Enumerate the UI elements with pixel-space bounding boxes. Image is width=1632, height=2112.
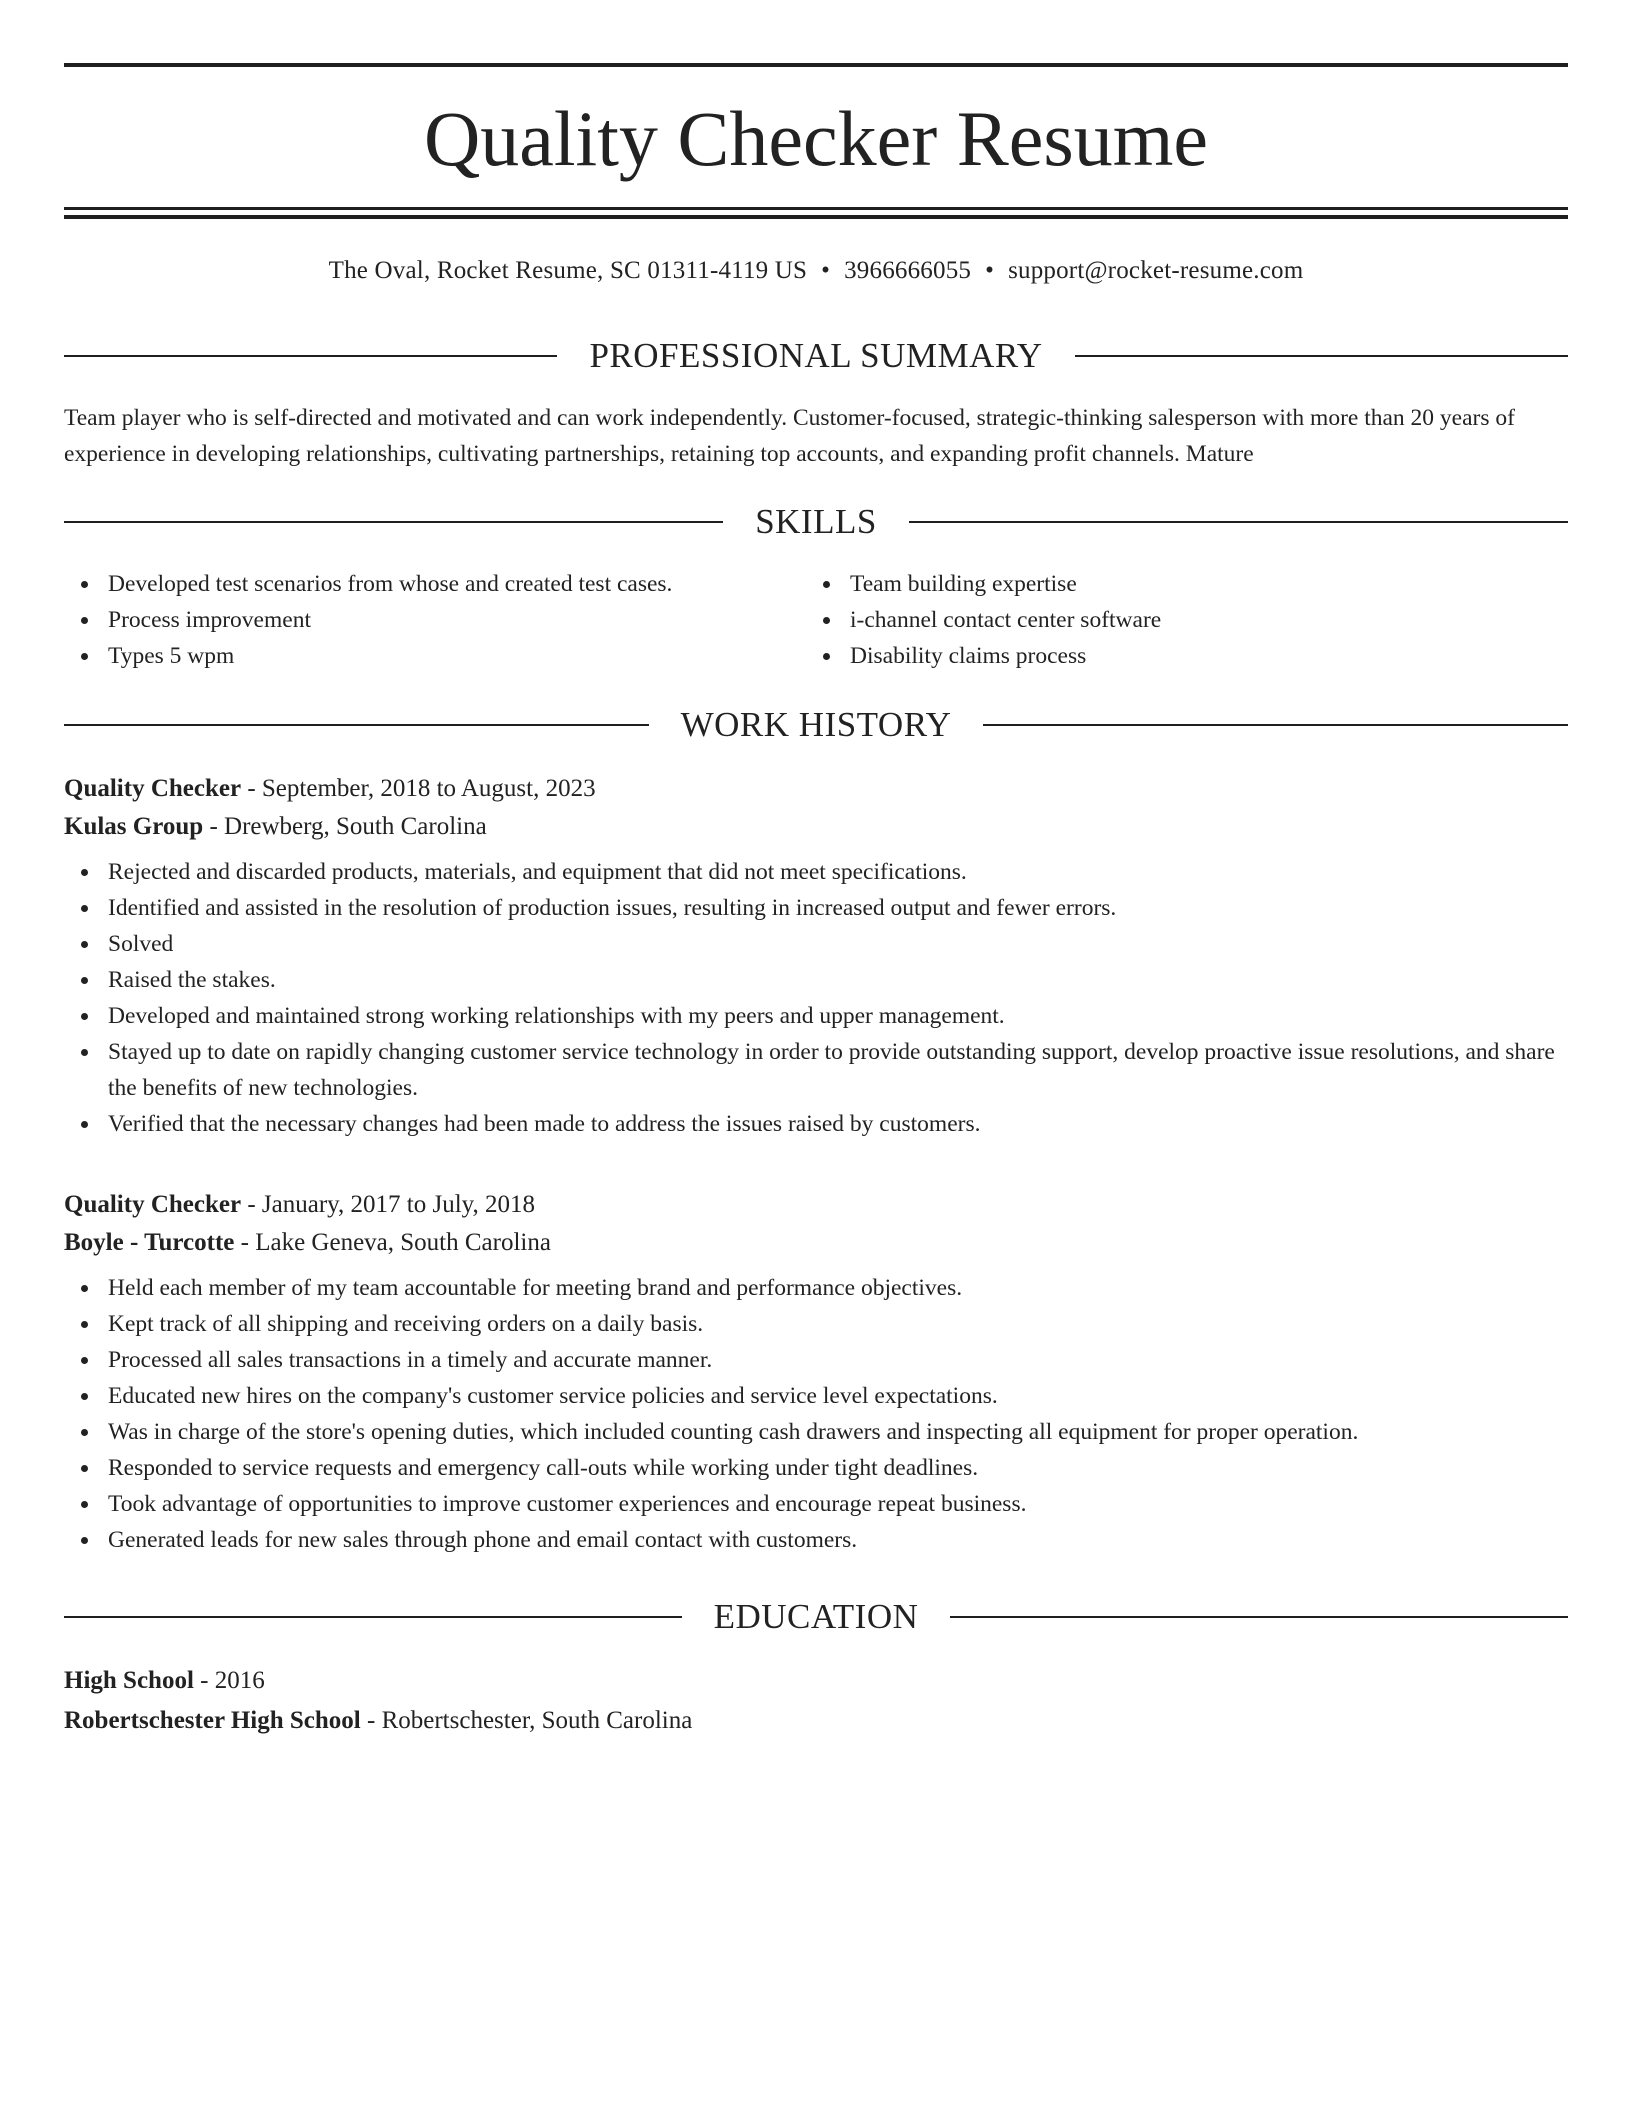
heading-rule-left [64,355,557,357]
contact-line [64,254,1568,288]
job-dates: January, 2017 to July, 2018 [261,1191,536,1218]
job-title: Quality Checker [64,775,242,802]
duty-item: Rejected and discarded products, materials, and equipment that did not meet specifications. [64,854,1568,890]
job-title-line [64,1187,1568,1223]
duty-item: Educated new hires on the company's customer service policies and service level expectations. [64,1378,1568,1414]
education-location: Robertschester, South Carolina [381,1707,693,1734]
skills-section-heading [64,500,1568,544]
job-location: Drewberg, South Carolina [224,813,487,840]
heading-rule-left [64,724,649,726]
resume-title: Quality Checker Resume [423,95,1209,182]
job-title-line [64,771,1568,807]
section-title: SKILLS [755,502,877,541]
job-company: Kulas Group [64,813,204,840]
skill-item: Process improvement [64,602,804,638]
education-school: Robertschester High School [64,1707,361,1734]
education-school-line [64,1703,1568,1739]
skills-list-left [64,566,804,674]
education-degree: High School [64,1667,194,1694]
skill-item: Types 5 wpm [64,638,804,674]
contact-email: support@rocket-resume.com [1008,257,1304,284]
job-title: Quality Checker [64,1191,242,1218]
heading-rule-right [983,724,1568,726]
job-company: Boyle - Turcotte [64,1229,235,1256]
section-title: EDUCATION [713,1597,919,1636]
education-section-heading [64,1595,1568,1639]
skill-item: i-channel contact center software [806,602,1546,638]
duty-item: Took advantage of opportunities to improve customer experiences and encourage repeat business. [64,1486,1568,1522]
heading-rule-right [950,1616,1568,1618]
dash: - [241,775,262,802]
duty-item: Solved [64,926,1568,962]
dash: - [234,1229,256,1256]
job-location: Lake Geneva, South Carolina [255,1229,551,1256]
job-company-line [64,809,1568,845]
dash: - [193,1667,215,1694]
dash: - [360,1707,382,1734]
heading-rule-right [909,521,1568,523]
summary-section-heading [64,334,1568,378]
duty-item: Generated leads for new sales through phone and email contact with customers. [64,1522,1568,1558]
education-degree-line [64,1663,1568,1699]
duty-item: Developed and maintained strong working relationships with my peers and upper management. [64,998,1568,1034]
contact-separator: • [821,257,831,284]
summary-text: Team player who is self-directed and motivated and can work independently. Customer-focused, strategic-thinking salesperson with more than 20 years of experience in developing relationships, cultivating partnerships, retaining top accounts, and expanding profit channels. Mature [64,405,1515,467]
heading-rule-right [1075,355,1568,357]
heading-rule-left [64,521,723,523]
duty-item: Identified and assisted in the resolution of production issues, resulting in increased output and fewer errors. [64,890,1568,926]
duty-item: Raised the stakes. [64,962,1568,998]
dash: - [241,1191,262,1218]
contact-phone: 3966666055 [844,257,972,284]
job-dates: September, 2018 to August, 2023 [261,775,596,802]
title-rule-upper [64,207,1568,210]
section-title: PROFESSIONAL SUMMARY [589,336,1043,375]
contact-address: The Oval, Rocket Resume, SC 01311-4119 US [328,257,808,284]
skills-list-right [806,566,1546,674]
job-company-line [64,1225,1568,1261]
duty-item: Verified that the necessary changes had been made to address the issues raised by customers. [64,1106,1568,1142]
duty-item: Responded to service requests and emergency call-outs while working under tight deadlines. [64,1450,1568,1486]
education-year: 2016 [214,1667,265,1694]
section-title: WORK HISTORY [680,705,952,744]
skill-item: Disability claims process [806,638,1546,674]
contact-separator: • [985,257,995,284]
duty-item: Processed all sales transactions in a timely and accurate manner. [64,1342,1568,1378]
duty-item: Held each member of my team accountable for meeting brand and performance objectives. [64,1270,1568,1306]
dash: - [203,813,225,840]
skill-item: Developed test scenarios from whose and created test cases. [64,566,804,602]
duty-item: Kept track of all shipping and receiving orders on a daily basis. [64,1306,1568,1342]
job-duties-list [64,1270,1568,1558]
heading-rule-left [64,1616,682,1618]
duty-item: Stayed up to date on rapidly changing customer service technology in order to provide outstanding support, develop proactive issue resolutions, and share the benefits of new technologies. [64,1034,1568,1106]
title-rule-lower [64,215,1568,219]
top-rule [64,63,1568,67]
skill-item: Team building expertise [806,566,1546,602]
job-duties-list [64,854,1568,1142]
work-section-heading [64,703,1568,747]
duty-item: Was in charge of the store's opening duties, which included counting cash drawers and inspecting all equipment for proper operation. [64,1414,1568,1450]
